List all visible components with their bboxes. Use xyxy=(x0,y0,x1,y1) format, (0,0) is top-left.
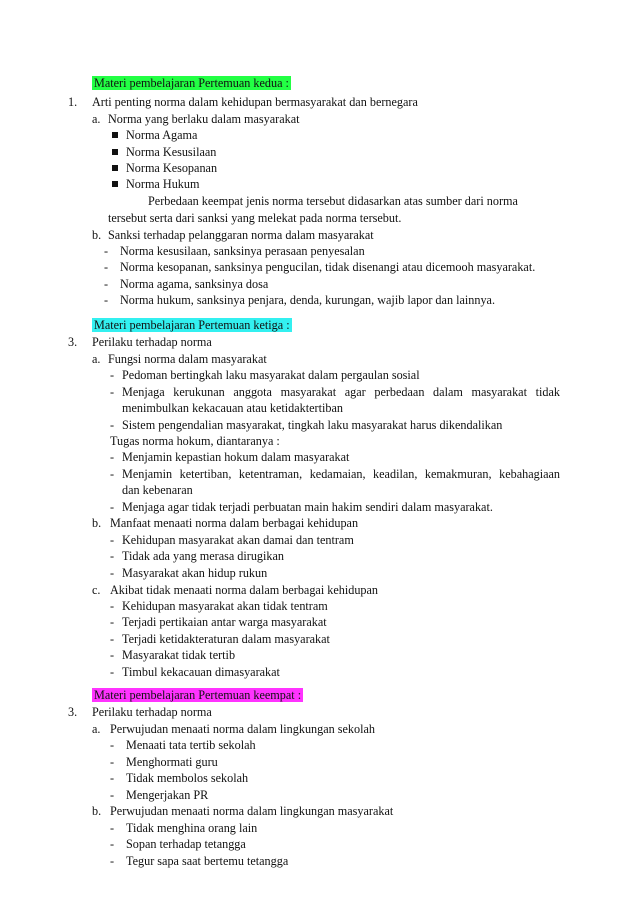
list-item-title: Arti penting norma dalam kehidupan bermasyarakat dan bernegara xyxy=(92,95,418,109)
dash-marker: - xyxy=(110,467,115,481)
list-item: Timbul kekacauan dimasyarakat xyxy=(122,665,280,679)
list-item: Norma kesopanan, sanksinya pengucilan, tidak disenangi atau dicemooh masyarakat. xyxy=(120,260,536,274)
dash-marker: - xyxy=(110,632,115,646)
dash-marker: - xyxy=(104,293,109,307)
list-item-continuation: menimbulkan kekacauan atau ketidaktertiban xyxy=(122,401,343,415)
list-item: Tidak menghina orang lain xyxy=(126,821,258,835)
dash-marker: - xyxy=(110,549,115,563)
square-bullet-icon xyxy=(112,132,118,138)
heading-text: Materi pembelajaran Pertemuan ketiga : xyxy=(94,318,290,332)
dash-marker: - xyxy=(110,385,115,399)
list-item-title: Perilaku terhadap norma xyxy=(92,705,212,719)
sub-title: Manfaat menaati norma dalam berbagai kehidupan xyxy=(110,516,359,530)
sub-title: Perwujudan menaati norma dalam lingkungan masyarakat xyxy=(110,804,394,818)
dash-marker: - xyxy=(110,450,115,464)
dash-marker: - xyxy=(104,277,109,291)
list-item-number: 1. xyxy=(68,95,78,109)
sub-title: Sanksi terhadap pelanggaran norma dalam masyarakat xyxy=(108,228,374,242)
list-item: Masyarakat akan hidup rukun xyxy=(122,566,268,580)
dash-marker: - xyxy=(110,615,115,629)
dash-marker: - xyxy=(110,418,115,432)
sub-title: Fungsi norma dalam masyarakat xyxy=(108,352,267,366)
sub-label: b. xyxy=(92,516,102,530)
list-item: Norma hukum, sanksinya penjara, denda, kurungan, wajib lapor dan lainnya. xyxy=(120,293,495,307)
bullet-item: Norma Hukum xyxy=(112,176,199,192)
sub-label: b. xyxy=(92,228,102,242)
paragraph-line: tersebut serta dari sanksi yang melekat pada norma tersebut. xyxy=(108,211,402,225)
heading-text: Materi pembelajaran Pertemuan kedua : xyxy=(94,76,289,90)
dash-marker: - xyxy=(104,244,109,258)
dash-marker: - xyxy=(110,368,115,382)
sub-label: b. xyxy=(92,804,102,818)
dash-marker: - xyxy=(110,821,115,835)
bullet-item: Norma Kesusilaan xyxy=(112,144,216,160)
dash-marker: - xyxy=(110,566,115,580)
dash-marker: - xyxy=(110,500,115,514)
heading-pertemuan-ketiga xyxy=(92,317,292,333)
list-item: Menjamin ketertiban, ketentraman, kedamaian, keadilan, kemakmuran, kebahagiaan xyxy=(122,467,560,481)
square-bullet-icon xyxy=(112,181,118,187)
bullet-item: Norma Agama xyxy=(112,127,197,143)
dash-marker: - xyxy=(110,533,115,547)
list-item: Menaati tata tertib sekolah xyxy=(126,738,256,752)
list-item: Menjaga agar tidak terjadi perbuatan main hakim sendiri dalam masyarakat. xyxy=(122,500,493,514)
list-item: Norma kesusilaan, sanksinya perasaan penyesalan xyxy=(120,244,365,258)
list-item: Norma agama, sanksinya dosa xyxy=(120,277,269,291)
dash-marker: - xyxy=(110,738,115,752)
paragraph-line: Perbedaan keempat jenis norma tersebut didasarkan atas sumber dari norma xyxy=(148,194,518,208)
sub-title: Akibat tidak menaati norma dalam berbagai kehidupan xyxy=(110,583,379,597)
heading-pertemuan-keempat xyxy=(92,687,303,703)
sub-label: a. xyxy=(92,722,101,736)
heading-pertemuan-kedua xyxy=(92,75,291,91)
list-item-continuation: dan kebenaran xyxy=(122,483,193,497)
square-bullet-icon xyxy=(112,165,118,171)
dash-marker: - xyxy=(110,665,115,679)
dash-marker: - xyxy=(110,755,115,769)
sub-title: Norma yang berlaku dalam masyarakat xyxy=(108,112,300,126)
list-item: Menghormati guru xyxy=(126,755,218,769)
list-item: Tidak membolos sekolah xyxy=(126,771,249,785)
list-item: Terjadi ketidakteraturan dalam masyarakat xyxy=(122,632,330,646)
list-item: Tegur sapa saat bertemu tetangga xyxy=(126,854,289,868)
dash-marker: - xyxy=(110,788,115,802)
list-item: Masyarakat tidak tertib xyxy=(122,648,236,662)
list-item: Sistem pengendalian masyarakat, tingkah laku masyarakat harus dikendalikan xyxy=(122,418,503,432)
sub-heading: Tugas norma hokum, diantaranya : xyxy=(110,434,280,448)
heading-text: Materi pembelajaran Pertemuan keempat : xyxy=(94,688,302,702)
dash-marker: - xyxy=(110,854,115,868)
dash-marker: - xyxy=(104,260,109,274)
list-item-title: Perilaku terhadap norma xyxy=(92,335,212,349)
dash-marker: - xyxy=(110,771,115,785)
list-item: Mengerjakan PR xyxy=(126,788,209,802)
list-item: Sopan terhadap tetangga xyxy=(126,837,246,851)
list-item-number: 3. xyxy=(68,705,78,719)
list-item: Menjaga kerukunan anggota masyarakat agar perbedaan dalam masyarakat tidak xyxy=(122,385,560,399)
sub-title: Perwujudan menaati norma dalam lingkungan sekolah xyxy=(110,722,376,736)
dash-marker: - xyxy=(110,599,115,613)
sub-label: a. xyxy=(92,352,101,366)
list-item: Menjamin kepastian hokum dalam masyarakat xyxy=(122,450,350,464)
sub-label: c. xyxy=(92,583,101,597)
list-item: Kehidupan masyarakat akan tidak tentram xyxy=(122,599,328,613)
sub-label: a. xyxy=(92,112,101,126)
list-item: Kehidupan masyarakat akan damai dan tentram xyxy=(122,533,354,547)
list-item: Pedoman bertingkah laku masyarakat dalam pergaulan sosial xyxy=(122,368,420,382)
list-item: Terjadi pertikaian antar warga masyarakat xyxy=(122,615,327,629)
square-bullet-icon xyxy=(112,149,118,155)
list-item-number: 3. xyxy=(68,335,78,349)
dash-marker: - xyxy=(110,648,115,662)
dash-marker: - xyxy=(110,837,115,851)
bullet-item: Norma Kesopanan xyxy=(112,160,217,176)
list-item: Tidak ada yang merasa dirugikan xyxy=(122,549,285,563)
